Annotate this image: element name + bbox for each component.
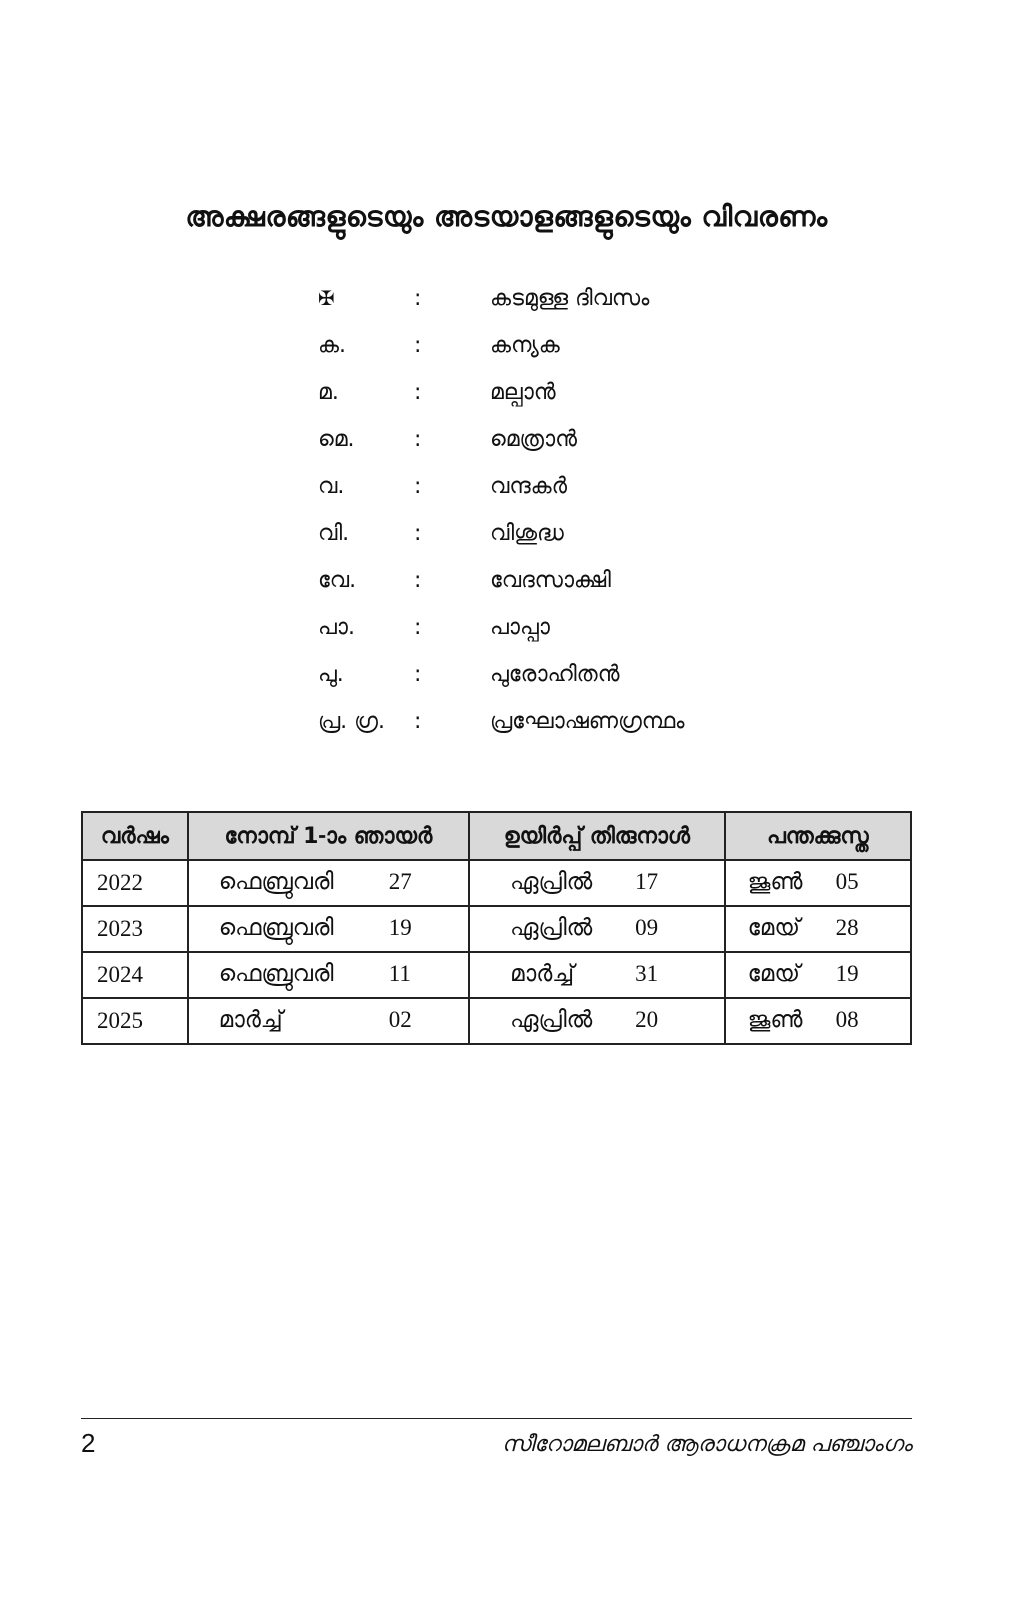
legend-abbr: മ. [318,380,339,405]
lent-cell [188,998,469,1044]
easter-day: 31 [635,961,659,986]
legend-abbr: വി. [318,521,350,546]
legend-meaning: മെത്രാൻ [490,427,577,452]
legend-row [318,427,838,474]
legend-meaning: പുരോഹിതൻ [490,662,620,687]
legend-abbr: പു. [318,662,344,687]
legend-colon: : [414,568,422,593]
lent-day: 11 [388,961,411,986]
legend-abbr: മെ. [318,427,355,452]
legend-meaning: പാപ്പാ [490,615,550,640]
page-title: അക്ഷരങ്ങളുടെയും അടയാളങ്ങളുടെയും വിവരണം [185,200,828,233]
header-easter: ഉയിർപ്പ് തിരുനാൾ [469,812,724,860]
easter-cell [469,906,724,952]
page-number: 2 [81,1428,96,1458]
legend-row [318,521,838,568]
table-row [82,952,911,998]
lent-day: 02 [388,1007,412,1032]
easter-day: 09 [635,915,659,940]
easter-month: ഏപ്രിൽ [510,869,593,895]
lent-cell [188,860,469,906]
pentecost-day: 05 [835,869,859,894]
legend-colon: : [414,521,422,546]
legend-abbr: വേ. [318,568,357,593]
legend-abbr: ക. [318,333,346,358]
legend-row [318,568,838,615]
lent-month: ഫെബ്രുവരി [218,961,334,987]
pentecost-day: 19 [835,961,859,986]
legend-meaning: പ്രഘോഷണഗ്രന്ഥം [490,709,685,734]
legend-colon: : [414,380,422,405]
pentecost-cell [725,952,911,998]
table-row [82,906,911,952]
table-row [82,998,911,1044]
header-pentecost: പന്തക്കുസ്ത [725,812,911,860]
legend-abbr: വ. [318,474,345,499]
legend-meaning: വിശുദ്ധ [490,521,564,546]
year-cell: 2025 [82,998,188,1044]
pentecost-day: 28 [835,915,859,940]
legend-meaning: വന്ദകർ [490,474,567,499]
legend-colon: : [414,286,422,311]
cross-symbol-icon: ✠ [318,286,335,310]
footer-divider [81,1418,912,1419]
header-year: വർഷം [82,812,188,860]
legend-colon: : [414,662,422,687]
legend-meaning: മല്പാൻ [490,380,556,405]
year-cell: 2023 [82,906,188,952]
lent-month: മാർച്ച് [218,1007,283,1033]
pentecost-cell [725,906,911,952]
legend-row [318,380,838,427]
legend-row [318,333,838,380]
pentecost-day: 08 [835,1007,859,1032]
header-lent-first-sunday: നോമ്പ് 1-ാം ഞായർ [188,812,469,860]
table-header-row [82,812,911,860]
legend-abbr: പാ. [318,615,355,640]
legend-abbr: പ്ര. ഗ്ര. [318,709,385,734]
lent-month: ഫെബ്രുവരി [218,869,334,895]
legend-colon: : [414,474,422,499]
lent-day: 27 [388,869,412,894]
pentecost-cell [725,860,911,906]
year-cell: 2022 [82,860,188,906]
easter-cell [469,952,724,998]
easter-day: 20 [635,1007,659,1032]
lent-month: ഫെബ്രുവരി [218,915,334,941]
legend-meaning: വേദസാക്ഷി [490,568,611,593]
table-row [82,860,911,906]
legend-row [318,662,838,709]
legend-meaning: കടമുള്ള ദിവസം [490,286,650,311]
legend-meaning: കന്യക [490,333,560,358]
easter-month: ഏപ്രിൽ [510,1007,593,1033]
pentecost-month: ജൂൺ [747,1007,803,1033]
lent-day: 19 [388,915,412,940]
easter-month: ഏപ്രിൽ [510,915,593,941]
legend-colon: : [414,615,422,640]
easter-month: മാർച്ച് [510,961,575,987]
lent-cell [188,952,469,998]
pentecost-cell [725,998,911,1044]
legend-colon: : [414,427,422,452]
legend-row [318,286,838,333]
easter-cell [469,998,724,1044]
running-title: സീറോമലബാർ ആരാധനക്രമ പഞ്ചാംഗം [501,1432,912,1457]
year-cell: 2024 [82,952,188,998]
legend-row [318,709,838,756]
legend-row [318,474,838,521]
feast-dates-table [81,811,912,1045]
lent-cell [188,906,469,952]
pentecost-month: മേയ് [747,961,800,987]
easter-cell [469,860,724,906]
legend-colon: : [414,709,422,734]
easter-day: 17 [635,869,659,894]
abbreviation-legend [318,286,838,756]
legend-row [318,615,838,662]
pentecost-month: മേയ് [747,915,800,941]
pentecost-month: ജൂൺ [747,869,803,895]
legend-colon: : [414,333,422,358]
